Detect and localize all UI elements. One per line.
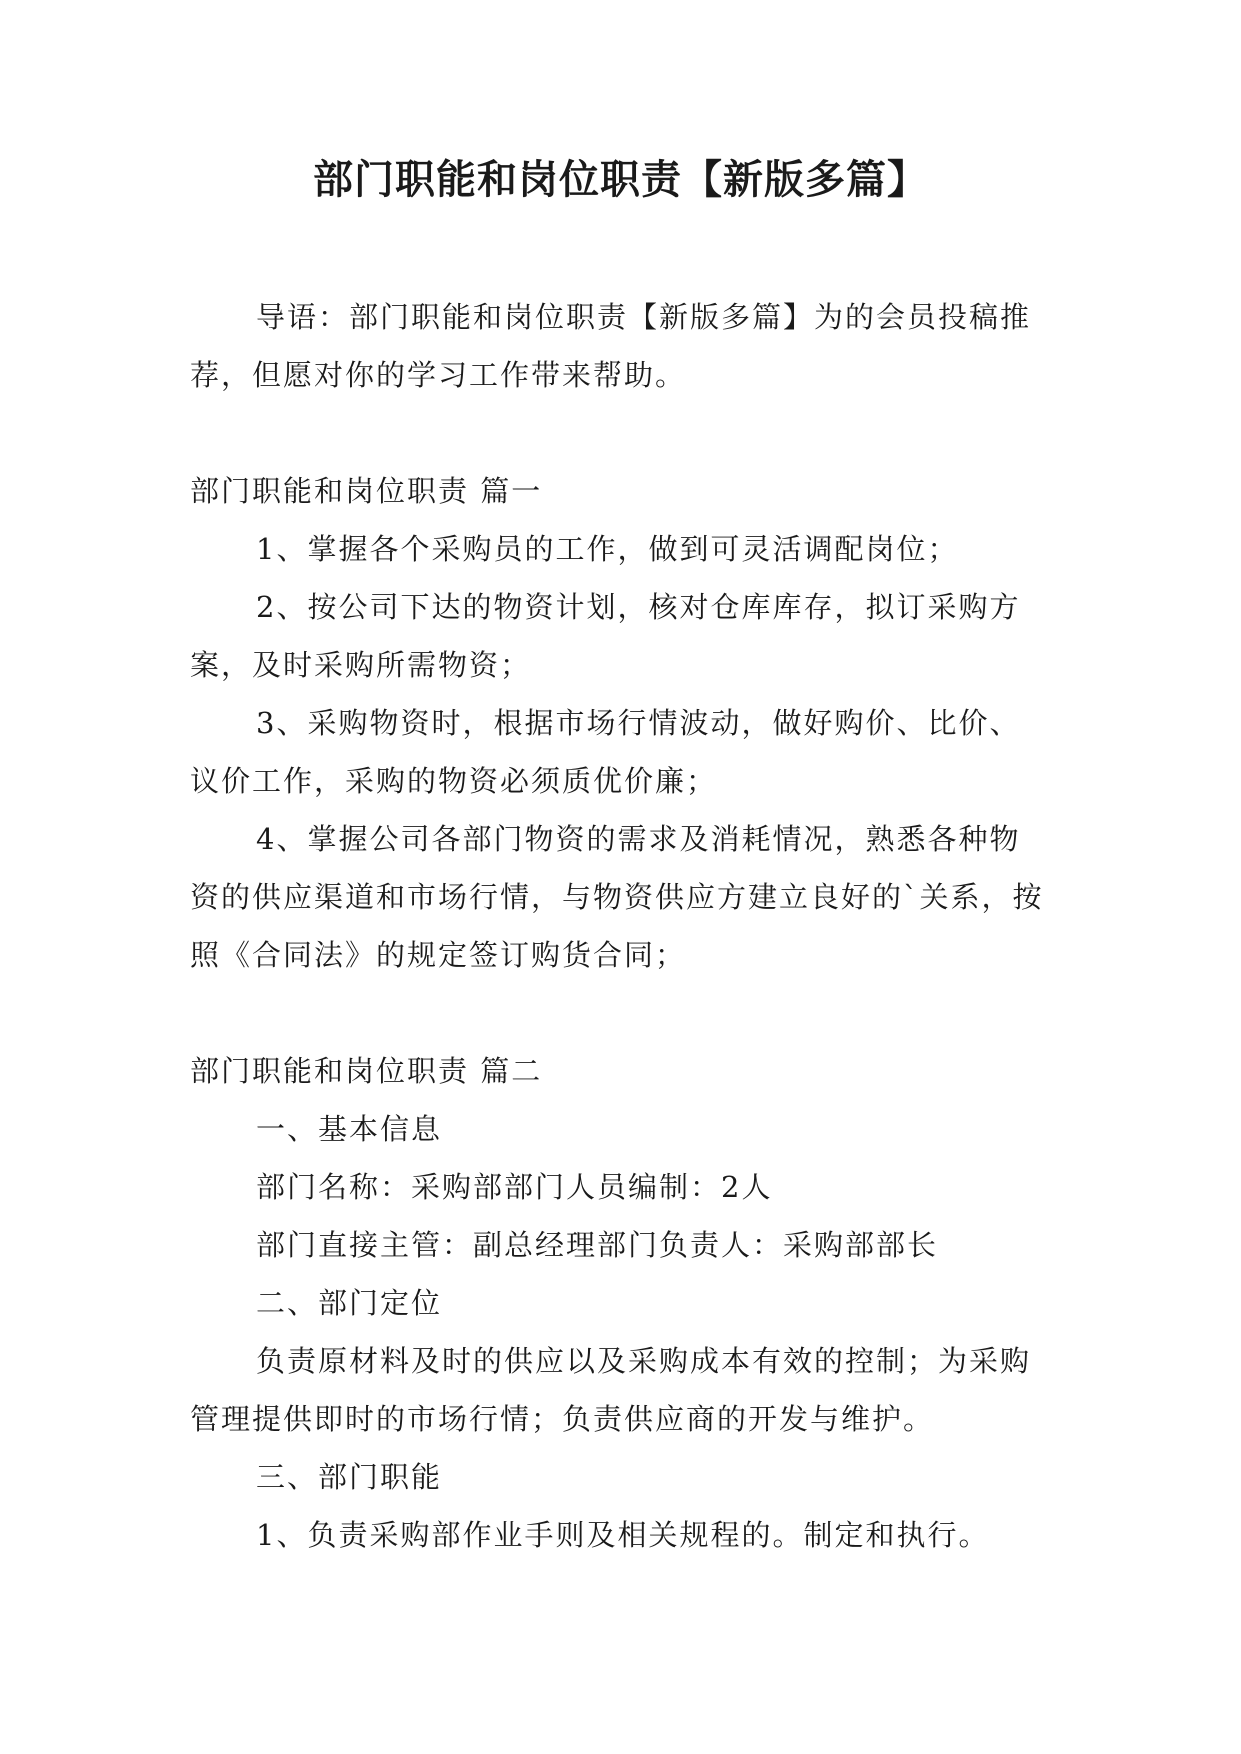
list-item: 2、按公司下达的物资计划，核对仓库库存，拟订采购方案，及时采购所需物资； <box>190 590 1021 682</box>
subheading-basic-info: 一、基本信息 <box>256 1112 443 1146</box>
section-heading-1: 部门职能和岗位职责 篇一 <box>190 474 543 508</box>
section-heading-2: 部门职能和岗位职责 篇二 <box>190 1054 543 1088</box>
list-item: 1、掌握各个采购员的工作，做到可灵活调配岗位； <box>256 532 959 566</box>
function-item: 1、负责采购部作业手则及相关规程的。制定和执行。 <box>256 1518 990 1552</box>
document-body <box>190 288 1050 1564</box>
list-item: 4、掌握公司各部门物资的需求及消耗情况，熟悉各种物资的供应渠道和市场行情，与物资供应方建立良好的`关系，按照《合同法》的规定签订购货合同； <box>190 822 1044 972</box>
supervisor-line: 部门直接主管：副总经理部门负责人：采购部部长 <box>256 1228 939 1262</box>
dept-name-line: 部门名称：采购部部门人员编制：2人 <box>256 1170 773 1204</box>
spacer <box>190 984 1050 1042</box>
spacer <box>190 404 1050 462</box>
intro-paragraph: 导语：部门职能和岗位职责【新版多篇】为的会员投稿推荐，但愿对你的学习工作带来帮助。 <box>190 300 1032 392</box>
document-title: 部门职能和岗位职责【新版多篇】 <box>313 157 928 203</box>
positioning-paragraph: 负责原材料及时的供应以及采购成本有效的控制；为采购管理提供即时的市场行情；负责供应商的开发与维护。 <box>190 1344 1032 1436</box>
subheading-positioning: 二、部门定位 <box>256 1286 443 1320</box>
list-item: 3、采购物资时，根据市场行情波动，做好购价、比价、议价工作，采购的物资必须质优价廉； <box>190 706 1021 798</box>
subheading-functions: 三、部门职能 <box>256 1460 443 1494</box>
